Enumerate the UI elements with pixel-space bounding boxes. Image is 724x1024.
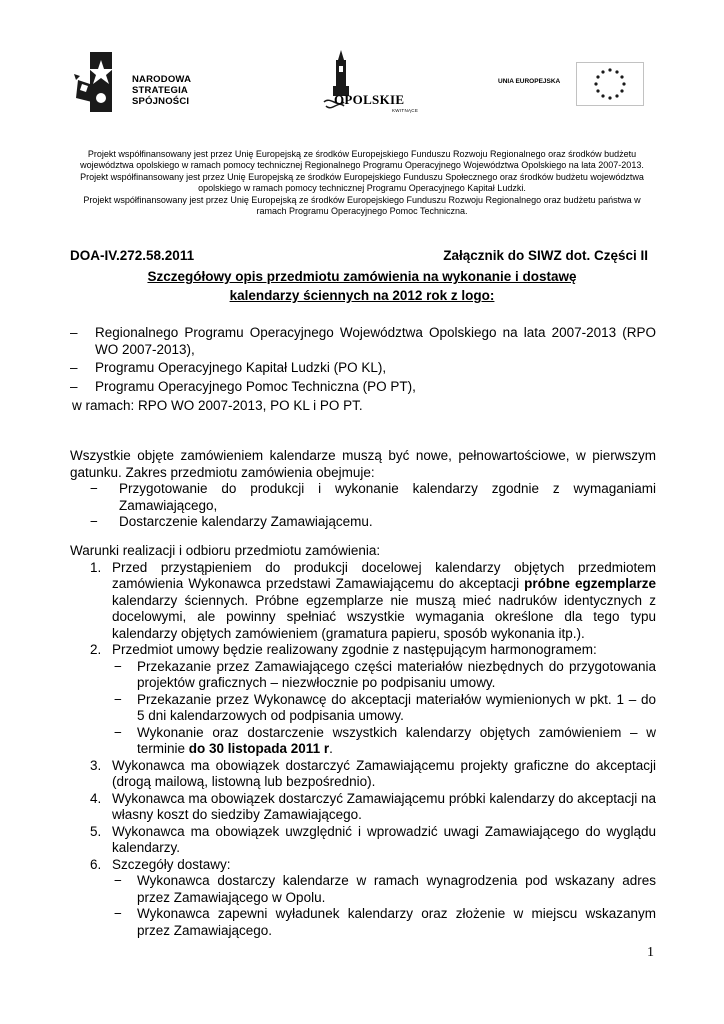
opolskie-tagline: KWITNĄCE: [392, 108, 419, 113]
conditions-section: [70, 543, 656, 939]
scope-list: [70, 481, 656, 531]
program-text: Programu Operacyjnego Pomoc Techniczna (PO PT),: [95, 378, 416, 394]
item-number: 5.: [90, 823, 102, 839]
item-number: 1.: [90, 559, 102, 575]
list-item: [114, 873, 656, 906]
nss-line1: NARODOWA: [132, 74, 192, 85]
logo-bar: [68, 46, 644, 122]
item-number: 6.: [90, 856, 102, 872]
condition-item: [70, 560, 656, 643]
dash-marker: −: [114, 691, 122, 707]
dash-marker: −: [114, 658, 122, 674]
program-list: [70, 325, 656, 415]
funding-paragraph: Projekt współfinansowany jest przez Unię Europejską ze środków Europejskiego Funduszu Społecznego oraz środków budżetu województwa opolskiego w ramach pomocy technicznej Programu Operacyjnego Kapitał Ludzki.: [80, 171, 644, 194]
item-text: Wykonawca ma obowiązek uwzględnić i wprowadzić uwagi Zamawiającego do wyglądu kalendarzy.: [112, 823, 656, 855]
list-item: [90, 481, 656, 514]
opolskie-logo: [304, 46, 434, 122]
nss-star-icon: [72, 52, 130, 114]
item-text: Przed przystąpieniem do produkcji docelowej kalendarzy objętych przedmiotem zamówienia Wykonawca przedstawi Zamawiającemu do akceptacji: [112, 559, 656, 591]
item-number: 3.: [90, 757, 102, 773]
schedule-list: [70, 659, 656, 758]
eu-label: UNIA EUROPEJSKA: [498, 78, 561, 85]
eu-flag-icon: [576, 62, 644, 106]
schedule-text: Wykonanie oraz dostarczenie wszystkich kalendarzy objętych zamówieniem – w terminie: [137, 724, 656, 756]
schedule-text: .: [329, 741, 333, 756]
list-item: [90, 514, 656, 531]
dash-marker: −: [90, 514, 98, 529]
dash-marker: –: [70, 325, 78, 340]
item-text: Przedmiot umowy będzie realizowany zgodnie z następującym harmonogramem:: [112, 642, 597, 657]
condition-item: [70, 857, 656, 874]
list-item: [70, 379, 656, 396]
list-item: [114, 725, 656, 758]
intro-text: Wszystkie objęte zamówieniem kalendarze muszą być nowe, pełnowartościowe, w pierwszym gatunku. Zakres przedmiotu zamówienia obejmuje:: [70, 448, 656, 480]
conditions-title: Warunki realizacji i odbioru przedmiotu zamówienia:: [70, 543, 381, 558]
annex-title: Załącznik do SIWZ dot. Części II: [443, 248, 648, 263]
dash-marker: −: [114, 906, 122, 921]
list-item: [114, 659, 656, 692]
item-number: 2.: [90, 642, 102, 657]
condition-item: [70, 791, 656, 824]
delivery-text: Wykonawca dostarczy kalendarze w ramach wynagrodzenia pod wskazany adres przez Zamawiającego w Opolu.: [137, 873, 656, 905]
schedule-text: Przekazanie przez Wykonawcę do akceptacji materiałów wymienionych w pkt. 1 – do 5 dni kalendarzowych od podpisania umowy.: [137, 691, 656, 723]
scope-text: Dostarczenie kalendarzy Zamawiającemu.: [119, 514, 373, 529]
funding-paragraph: Projekt współfinansowany jest przez Unię Europejską ze środków Europejskiego Funduszu Rozwoju Regionalnego oraz środków budżetu województwa opolskiego w ramach pomocy technicznej Regionalnego Programu Operacyjnego Województwa Opolskiego na lata 2007-2013.: [80, 149, 644, 171]
schedule-text: Przekazanie przez Zamawiającego części materiałów niezbędnych do przygotowania projektów graficznych – niezwłocznie po podpisaniu umowy.: [137, 658, 656, 690]
subtitle-line2: kalendarzy ściennych na 2012 rok z logo:: [229, 288, 495, 303]
program-summary: w ramach: RPO WO 2007-2013, PO KL i PO PT.: [72, 398, 363, 413]
program-text: Programu Operacyjnego Kapitał Ludzki (PO KL),: [95, 360, 387, 375]
scope-text: Przygotowanie do produkcji i wykonanie kalendarzy zgodnie z wymaganiami Zamawiającego,: [119, 481, 656, 513]
dash-marker: −: [114, 724, 122, 740]
funding-notice: [70, 149, 654, 217]
dash-marker: –: [70, 378, 78, 394]
dash-marker: –: [70, 360, 78, 375]
item-bold-text: próbne egzemplarze: [524, 576, 656, 591]
delivery-list: [70, 873, 656, 939]
item-text: Wykonawca ma obowiązek dostarczyć Zamawiającemu próbki kalendarzy do akceptacji na własny koszt do siedziby Zamawiającego.: [112, 790, 656, 822]
page-number: 1: [647, 945, 654, 960]
delivery-text: Wykonawca zapewni wyładunek kalendarzy oraz złożenie w miejscu wskazanym przez Zamawiającego.: [137, 906, 656, 938]
item-number: 4.: [90, 790, 102, 806]
funding-paragraph: Projekt współfinansowany jest przez Unię Europejską ze środków Europejskiego Funduszu Rozwoju Regionalnego oraz budżetu państwa w ramach Programu Operacyjnego Pomoc Techniczna.: [83, 194, 641, 217]
item-text: Szczegóły dostawy:: [112, 856, 231, 872]
list-item: [70, 325, 656, 358]
opolskie-brand: OPOLSKIE: [334, 92, 405, 107]
deadline-bold: do 30 listopada 2011 r: [188, 741, 330, 756]
dash-marker: −: [90, 481, 98, 496]
item-text: Wykonawca ma obowiązek dostarczyć Zamawiającemu projekty graficzne do akceptacji (drogą mailową, listowną lub bezpośrednio).: [112, 757, 656, 789]
dash-marker: −: [114, 873, 122, 888]
nss-logo: [72, 52, 242, 112]
list-item: [70, 360, 656, 377]
list-item: [114, 692, 656, 725]
eu-logo: [498, 62, 644, 106]
subtitle-line1: Szczegółowy opis przedmiotu zamówienia na wykonanie i dostawę: [147, 269, 577, 284]
program-text: Regionalnego Programu Operacyjnego Województwa Opolskiego na lata 2007-2013 (RPO WO 2007-2013),: [95, 325, 656, 357]
condition-item: [70, 824, 656, 857]
list-item: [114, 906, 656, 939]
nss-line2: STRATEGIA SPÓJNOŚCI: [132, 85, 190, 107]
condition-item: [70, 758, 656, 791]
condition-item: [70, 642, 656, 659]
item-text: kalendarzy ściennych. Próbne egzemplarze nie muszą mieć nadruków identycznych z docelowymi, ale powinny spełniać wszystkie wymagania określone dla tego typu kalendarzy objętych zamówieniem (gramatura papieru, sposób wykonania itp.).: [112, 592, 656, 641]
intro-section: [70, 448, 656, 531]
doc-number: DOA-IV.272.58.2011: [70, 248, 195, 263]
